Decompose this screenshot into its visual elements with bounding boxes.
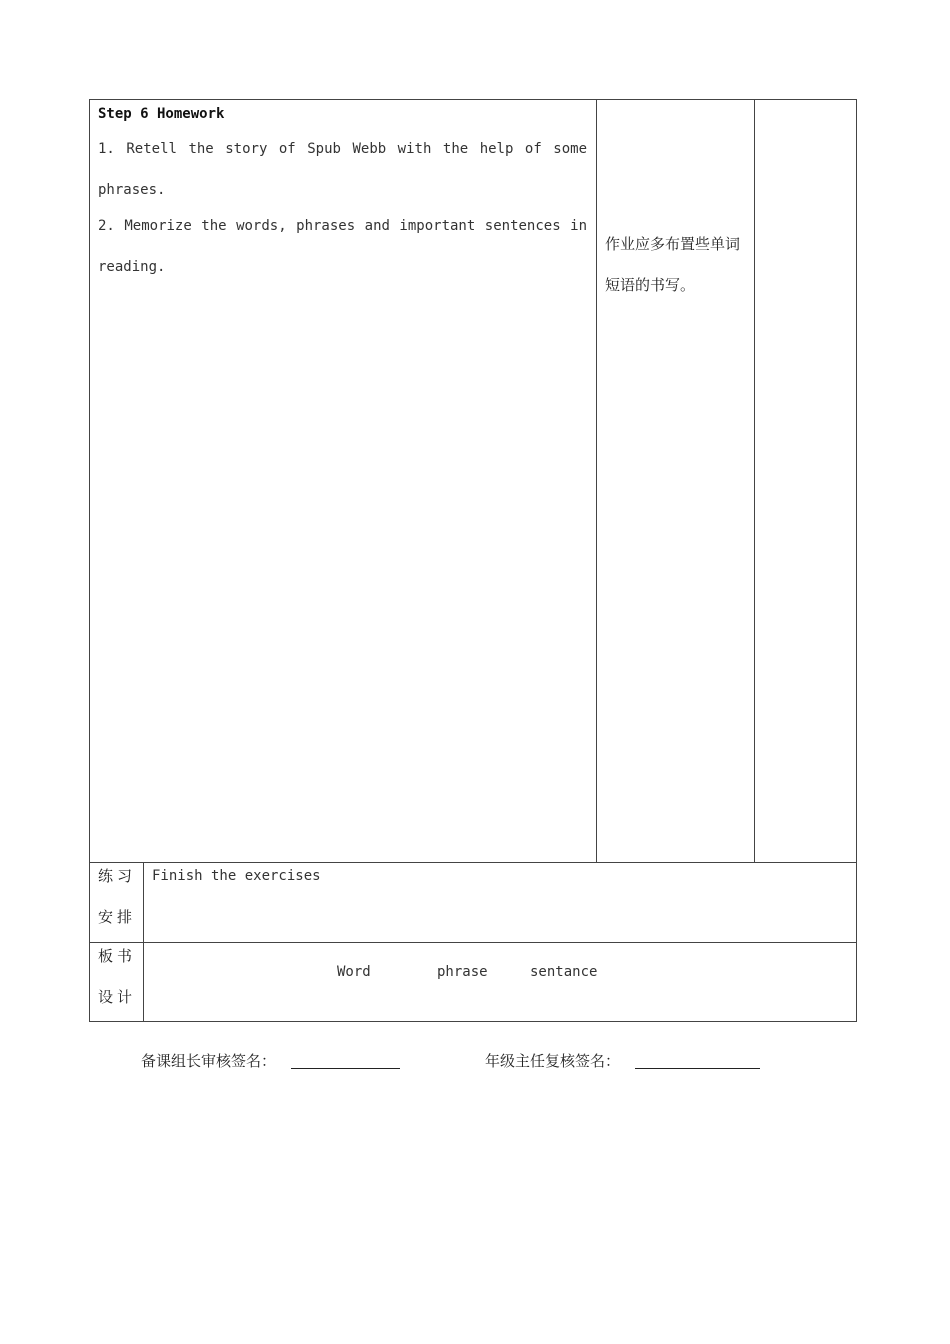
board-word: phrase bbox=[437, 964, 488, 980]
row-divider bbox=[90, 862, 856, 863]
label-column-divider bbox=[143, 863, 144, 1021]
board-word: sentance bbox=[530, 964, 598, 980]
practice-label: 练习安排 bbox=[98, 867, 137, 926]
column-divider bbox=[754, 100, 755, 863]
board-word: Word bbox=[337, 964, 371, 980]
practice-text: Finish the exercises bbox=[152, 868, 321, 884]
board-label: 板书设计 bbox=[98, 947, 137, 1006]
column-divider bbox=[596, 100, 597, 863]
homework-title: Step 6 Homework bbox=[98, 106, 225, 122]
row-divider bbox=[90, 942, 856, 943]
homework-item: 2. Memorize the words, phrases and important sentences in reading. bbox=[98, 218, 587, 275]
group-leader-signature-label: 备课组长审核签名： bbox=[141, 1052, 277, 1070]
grade-director-signature-line[interactable] bbox=[635, 1068, 760, 1069]
teaching-note: 作业应多布置些单词短语的书写。 bbox=[605, 235, 741, 294]
grade-director-signature-label: 年级主任复核签名： bbox=[485, 1052, 621, 1070]
homework-item: 1. Retell the story of Spub Webb with the help of some phrases. bbox=[98, 141, 587, 198]
lesson-table bbox=[89, 99, 857, 1022]
group-leader-signature-line[interactable] bbox=[291, 1068, 400, 1069]
